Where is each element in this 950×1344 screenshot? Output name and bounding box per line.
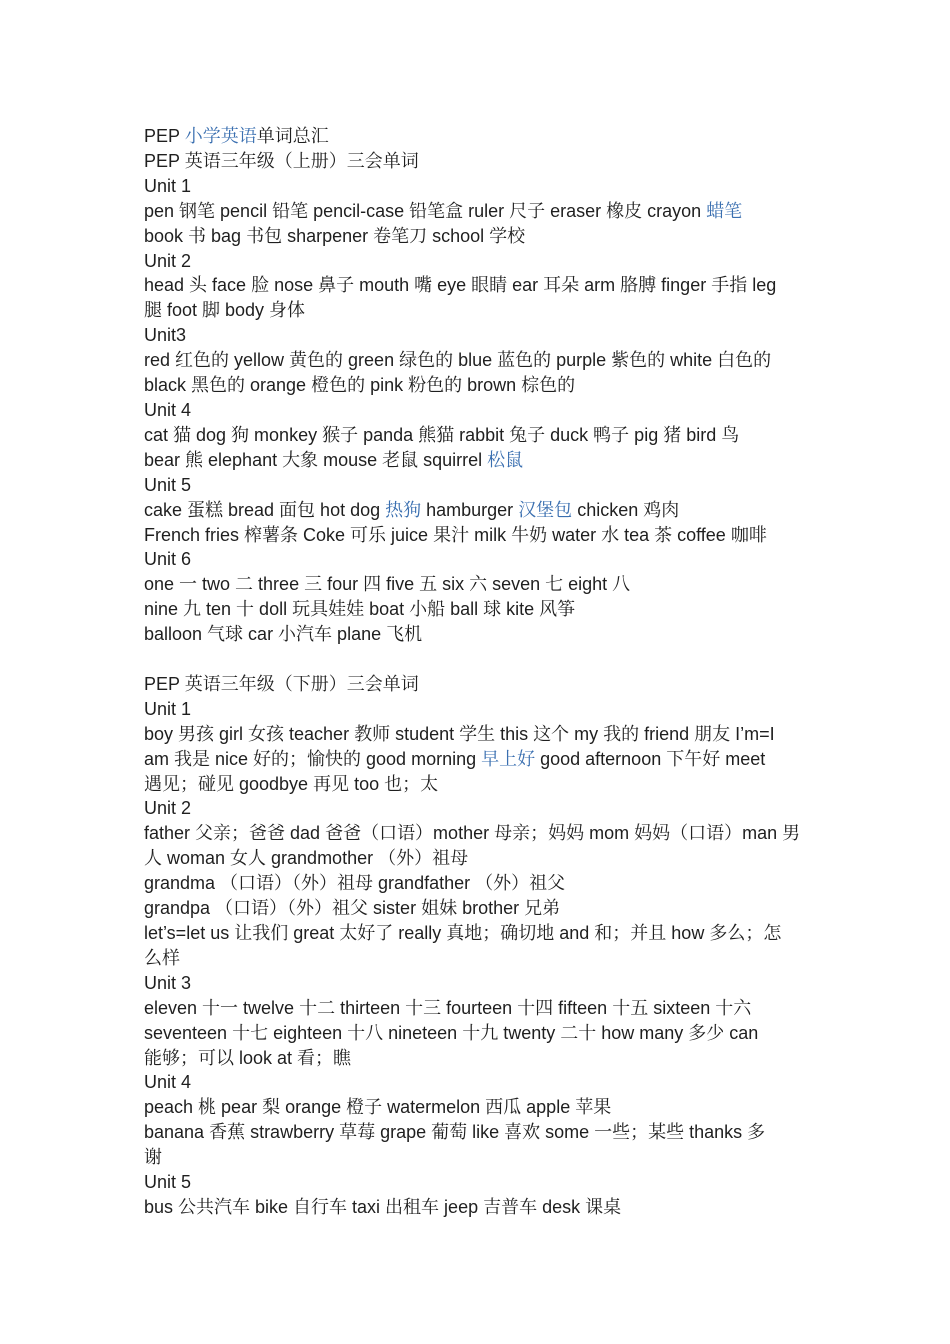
keyword-link[interactable]: 松鼠 [487,449,524,470]
text-line [144,224,814,249]
keyword-link[interactable]: 蜡笔 [706,200,743,221]
text-line [144,523,814,548]
text-line [144,796,814,821]
text-segment: pen 钢笔 pencil 铅笔 pencil-case 铅笔盒 ruler 尺子 eraser 橡皮 crayon [144,200,707,221]
text-line [144,1070,814,1095]
text-line [144,149,814,174]
text-segment: red 红色的 yellow 黄色的 green 绿色的 blue 蓝色的 purple 紫色的 white 白色的 [144,350,772,371]
text-segment: Unit 5 [144,1172,192,1193]
text-segment: Unit 2 [144,250,192,271]
text-line [144,896,814,921]
text-line [144,1120,814,1145]
text-line [144,1046,814,1071]
text-segment: bear 熊 elephant 大象 mouse 老鼠 squirrel [144,449,488,470]
text-segment: grandpa （口语）（外）祖父 sister 姐妹 brother 兄弟 [144,898,561,919]
text-segment: 腿 foot 脚 body 身体 [144,300,306,321]
text-segment: Unit 1 [144,175,192,196]
text-segment: Unit 3 [144,972,192,993]
text-segment: Unit 4 [144,1072,192,1093]
text-line [144,1170,814,1195]
text-segment: black 黑色的 orange 橙色的 pink 粉色的 brown 棕色的 [144,375,576,396]
text-segment: 遇见；碰见 goodbye 再见 too 也；太 [144,773,439,794]
text-line [144,1095,814,1120]
text-line [144,174,814,199]
text-segment: grandma （口语）（外）祖母 grandfather （外）祖父 [144,873,566,894]
text-segment: peach 桃 pear 梨 orange 橙子 watermelon 西瓜 apple 苹果 [144,1097,612,1118]
text-line [144,672,814,697]
text-line [144,373,814,398]
text-segment: father 父亲；爸爸 dad 爸爸（口语）mother 母亲；妈妈 mom 妈妈（口语）man 男 [144,823,801,844]
text-line [144,398,814,423]
text-segment: book 书 bag 书包 sharpener 卷笔刀 school 学校 [144,225,526,246]
text-segment: banana 香蕉 strawberry 草莓 grape 葡萄 like 喜欢 some 一些；某些 thanks 多 [144,1122,766,1143]
text-line [144,199,814,224]
text-segment: Unit3 [144,325,187,346]
text-line [144,423,814,448]
keyword-link[interactable]: 热狗 [385,499,422,520]
text-segment: Unit 4 [144,399,192,420]
text-line [144,697,814,722]
text-line [144,597,814,622]
text-segment: PEP 英语三年级（下册）三会单词 [144,673,419,694]
text-segment: boy 男孩 girl 女孩 teacher 教师 student 学生 this 这个 my 我的 friend 朋友 I’m=I [144,723,775,744]
text-line [144,622,814,647]
text-line [144,1195,814,1220]
keyword-link[interactable]: 汉堡包 [518,499,573,520]
text-segment: good afternoon 下午好 meet [535,748,766,769]
text-line [144,971,814,996]
text-segment: nine 九 ten 十 doll 玩具娃娃 boat 小船 ball 球 kite 风筝 [144,599,576,620]
text-line [144,273,814,298]
text-line [144,722,814,747]
text-line [144,821,814,846]
text-segment: let’s=let us 让我们 great 太好了 really 真地；确切地 and 和；并且 how 多么；怎 [144,922,782,943]
text-line [144,871,814,896]
text-segment: hamburger [421,499,519,520]
text-segment: 么样 [144,947,180,968]
blank-line [144,647,814,672]
text-line [144,124,814,149]
text-segment: Unit 1 [144,698,192,719]
text-line [144,996,814,1021]
text-line [144,772,814,797]
keyword-link[interactable]: 小学英语 [184,126,257,146]
text-line [144,473,814,498]
text-line [144,747,814,772]
text-segment: balloon 气球 car 小汽车 plane 飞机 [144,624,423,645]
text-segment: am 我是 nice 好的；愉快的 good morning [144,748,482,769]
text-line [144,323,814,348]
text-segment: one 一 two 二 three 三 four 四 five 五 six 六 seven 七 eight 八 [144,574,631,595]
text-segment: 人 woman 女人 grandmother （外）祖母 [144,848,469,869]
keyword-link[interactable]: 早上好 [481,748,536,769]
text-segment: bus 公共汽车 bike 自行车 taxi 出租车 jeep 吉普车 desk 课桌 [144,1196,622,1217]
text-line [144,946,814,971]
text-segment: 谢 [144,1147,162,1168]
text-segment: cake 蛋糕 bread 面包 hot dog [144,499,386,520]
text-line [144,572,814,597]
text-segment: PEP 英语三年级（上册）三会单词 [144,150,419,171]
document-body [144,124,814,1220]
text-segment: French fries 榨薯条 Coke 可乐 juice 果汁 milk 牛奶 water 水 tea 茶 coffee 咖啡 [144,524,767,545]
text-segment: chicken 鸡肉 [572,499,680,520]
text-line [144,1021,814,1046]
text-line [144,1145,814,1170]
text-line [144,348,814,373]
text-segment: 能够；可以 look at 看；瞧 [144,1047,352,1068]
text-segment: Unit 2 [144,798,192,819]
text-line [144,846,814,871]
text-segment: PEP [144,126,185,146]
text-segment: Unit 6 [144,549,192,570]
text-segment: 单词总汇 [256,126,329,146]
text-segment: head 头 face 脸 nose 鼻子 mouth 嘴 eye 眼睛 ear 耳朵 arm 胳膊 finger 手指 leg [144,275,777,296]
text-line [144,249,814,274]
text-segment: eleven 十一 twelve 十二 thirteen 十三 fourteen 十四 fifteen 十五 sixteen 十六 [144,997,752,1018]
text-line [144,921,814,946]
text-segment: Unit 5 [144,474,192,495]
text-line [144,448,814,473]
text-line [144,547,814,572]
text-line [144,298,814,323]
text-segment: seventeen 十七 eighteen 十八 nineteen 十九 twenty 二十 how many 多少 can [144,1022,759,1043]
text-segment: cat 猫 dog 狗 monkey 猴子 panda 熊猫 rabbit 兔子 duck 鸭子 pig 猪 bird 鸟 [144,424,740,445]
text-line [144,498,814,523]
